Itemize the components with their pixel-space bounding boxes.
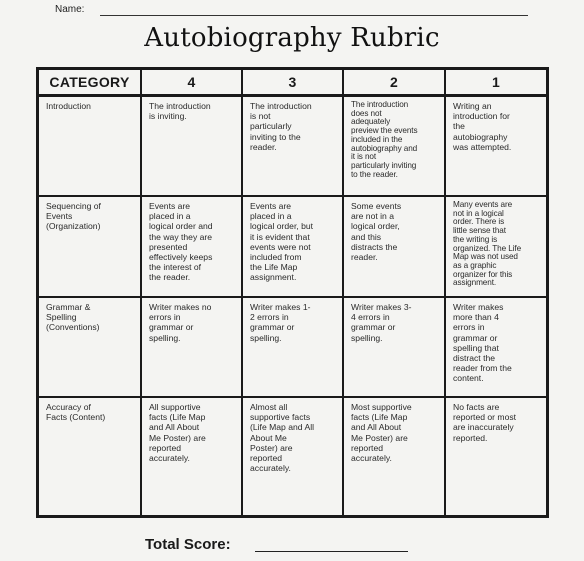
criteria-cell: Many events are not in a logical order. There is little sense that the writing is organized. The Life Map was not used as a graphic organizer for this assignment. <box>453 200 522 288</box>
header-score-4: 4 <box>141 69 242 96</box>
criteria-cell: Almost all supportive facts (Life Map and All About Me Poster) are reported accurately. <box>250 402 315 474</box>
header-score-1: 1 <box>445 69 547 96</box>
criteria-cell: Some events are not in a logical order, and this distracts the reader. <box>351 201 402 263</box>
header-category: CATEGORY <box>38 69 141 96</box>
page-title: Autobiography Rubric <box>144 23 440 53</box>
criteria-cell: Events are placed in a logical order, but it is evident that events were not included from the Life Map assignment. <box>250 201 314 283</box>
rubric-table <box>36 67 549 518</box>
name-label <box>55 4 84 15</box>
table-row <box>38 297 547 397</box>
category-introduction: Introduction <box>46 101 91 111</box>
table-row <box>38 196 547 297</box>
category-grammar: Grammar & Spelling (Conventions) <box>46 302 100 333</box>
header-score-3: 3 <box>242 69 343 96</box>
criteria-cell: The introduction does not adequately preview the events included in the autobiography and it is not particularly inviting to the reader. <box>351 100 418 179</box>
criteria-cell: Most supportive facts (Life Map and All About Me Poster) are reported accurately. <box>351 402 412 464</box>
criteria-cell: Writer makes no errors in grammar or spelling. <box>149 302 212 343</box>
total-score-blank-line[interactable] <box>255 551 408 552</box>
name-blank-line[interactable] <box>100 15 528 16</box>
category-sequencing: Sequencing of Events (Organization) <box>46 201 101 232</box>
criteria-cell: Writer makes 3- 4 errors in grammar or spelling. <box>351 302 412 343</box>
criteria-cell: No facts are reported or most are inaccurately reported. <box>453 402 517 443</box>
total-score-label: Total Score: <box>145 536 231 553</box>
criteria-cell: Writer makes 1- 2 errors in grammar or spelling. <box>250 302 311 343</box>
header-row <box>38 69 547 96</box>
table-row <box>38 96 547 196</box>
table-row <box>38 397 547 516</box>
name-label-text: Name: <box>55 4 85 15</box>
criteria-cell: The introduction is inviting. <box>149 101 211 122</box>
criteria-cell: Events are placed in a logical order and the way they are presented effectively keeps the interest of the reader. <box>149 201 213 283</box>
header-score-2: 2 <box>343 69 445 96</box>
criteria-cell: Writing an introduction for the autobiography was attempted. <box>453 101 512 152</box>
criteria-cell: All supportive facts (Life Map and All About Me Poster) are reported accurately. <box>149 402 206 464</box>
criteria-cell: Writer makes more than 4 errors in grammar or spelling that distract the reader from the content. <box>453 302 512 384</box>
criteria-cell: The introduction is not particularly inviting to the reader. <box>250 101 312 152</box>
category-accuracy: Accuracy of Facts (Content) <box>46 402 106 423</box>
